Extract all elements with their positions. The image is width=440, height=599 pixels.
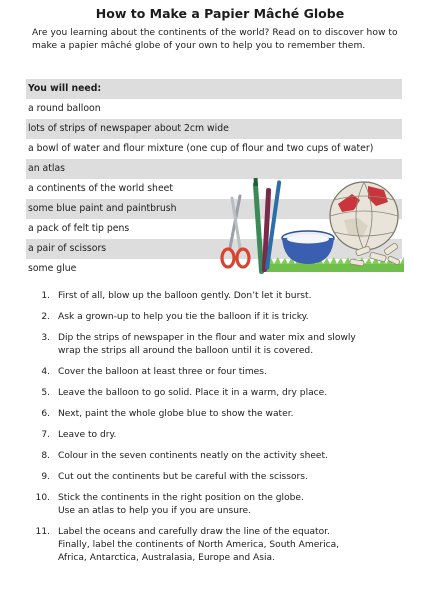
needs-item: a round balloon	[28, 103, 101, 114]
step-text: Leave to dry.	[58, 430, 117, 440]
step-text: Colour in the seven continents neatly on the activity sheet.	[58, 451, 328, 461]
globe-icon	[330, 182, 398, 250]
step-item	[28, 290, 408, 303]
step-item	[28, 387, 408, 400]
intro-paragraph: Are you learning about the continents of the world? Read on to discover how to make a papier mâché globe of your own to help you to remember them.	[32, 28, 398, 51]
step-number: 7.	[41, 430, 50, 440]
needs-item: some blue paint and paintbrush	[26, 199, 402, 219]
scissors-icon	[222, 196, 249, 267]
step-number: 1.	[41, 291, 50, 301]
bowl-icon	[282, 231, 334, 264]
step-item	[28, 332, 408, 358]
needs-item: a continents of the world sheet	[28, 183, 174, 194]
step-text: Cover the balloon at least three or four times.	[58, 367, 267, 377]
step-text: Ask a grown-up to help you tie the balloon if it is tricky.	[58, 312, 309, 322]
step-item	[28, 492, 408, 518]
step-text: First of all, blow up the balloon gently. Don’t let it burst.	[58, 291, 312, 301]
needs-heading: You will need:	[26, 79, 402, 99]
needs-item: a pair of scissors	[26, 239, 402, 259]
step-number: 8.	[41, 451, 50, 461]
materials-illustration	[218, 176, 404, 278]
needs-item: lots of strips of newspaper about 2cm wide	[26, 119, 402, 139]
step-item	[28, 526, 408, 565]
step-text: Dip the strips of newspaper in the flour and water mix and slowly wrap the strips all around the balloon until it is covered.	[58, 333, 356, 356]
step-text: Next, paint the whole globe blue to show the water.	[58, 409, 294, 419]
step-item	[28, 408, 408, 421]
step-number: 2.	[41, 312, 50, 322]
step-number: 6.	[41, 409, 50, 419]
step-number: 4.	[41, 367, 50, 377]
step-item	[28, 429, 408, 442]
needs-item: a bowl of water and flour mixture (one cup of flour and two cups of water)	[28, 143, 374, 154]
needs-item: a pack of felt tip pens	[28, 223, 130, 234]
step-item	[28, 366, 408, 379]
step-item	[28, 311, 408, 324]
needs-item: some glue	[28, 263, 77, 274]
step-text: Stick the continents in the right position on the globe. Use an atlas to help you if you are unsure.	[58, 493, 304, 516]
step-number: 5.	[41, 388, 50, 398]
step-number: 3.	[41, 333, 50, 343]
step-text: Leave the balloon to go solid. Place it in a warm, dry place.	[58, 388, 328, 398]
step-item	[28, 450, 408, 463]
needs-item: an atlas	[26, 159, 402, 179]
page-title: How to Make a Papier Mâché Globe	[95, 6, 345, 21]
steps-list	[28, 290, 408, 565]
step-number: 10.	[35, 493, 50, 503]
step-text: Cut out the continents but be careful with the scissors.	[58, 472, 308, 482]
step-number: 9.	[41, 472, 50, 482]
step-number: 11.	[35, 527, 50, 537]
step-item	[28, 471, 408, 484]
step-text: Label the oceans and carefully draw the line of the equator. Finally, label the continents of North America, South America, Africa, Antarctica, Australasia, Europe and Asia.	[58, 527, 340, 563]
